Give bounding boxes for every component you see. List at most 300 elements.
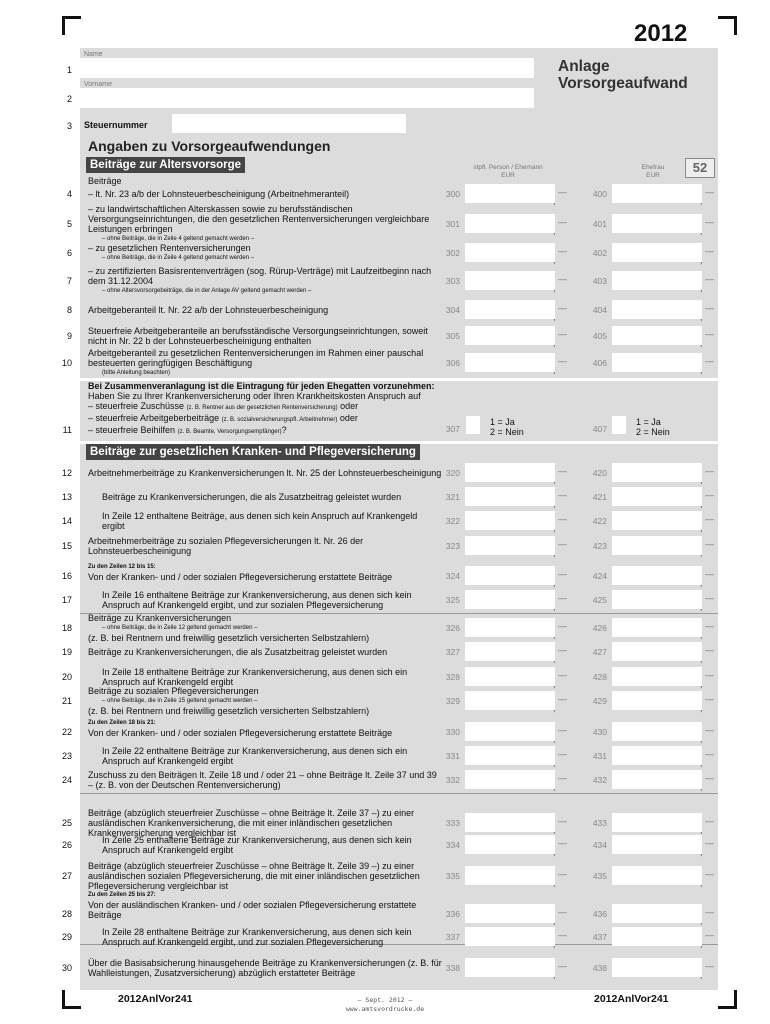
section-altersvorsorge: Beiträge zur Altersvorsorge <box>86 157 245 173</box>
amount-field-ehefrau[interactable] <box>612 300 702 319</box>
row-text: Steuerfreie Arbeitgeberanteile an berufsständische Versorgungseinrichtungen, soweit nicht in Nr. 22 b der Lohnsteuerbescheinigung enthalten <box>88 326 428 346</box>
row-description <box>88 348 442 378</box>
row-text: Beiträge (abzüglich steuerfreier Zuschüsse – ohne Beiträge lt. Zeile 37 –) zu einer ausländischen Krankenversicherung, die mit einer inländischen gesetzlichen Krankenversicherung vergleichbar ist <box>88 808 415 838</box>
amount-field-person[interactable] <box>465 300 555 319</box>
beitraege-label: Beiträge <box>88 176 122 186</box>
amount-field-ehefrau[interactable] <box>612 271 702 290</box>
form-id-right: 2012AnlVor241 <box>594 993 669 1005</box>
line-number: 14 <box>61 516 72 526</box>
line-number: 15 <box>61 541 72 551</box>
kennzahl-label: 404 <box>592 305 607 315</box>
kennzahl-label: 437 <box>592 932 607 942</box>
decimal-comma: , <box>700 939 703 949</box>
row-description <box>88 243 442 263</box>
amount-field-person[interactable] <box>465 511 555 530</box>
row-text: Über die Basisabsicherung hinausgehende Beiträge zu Krankenversicherungen (z. B. für Wahlleistungen, Zusatzversicherung) abzüglich erstatteter Beiträge <box>88 958 442 978</box>
section-kranken-pflege: Beiträge zur gesetzlichen Kranken- und Pflegeversicherung <box>86 444 420 460</box>
amount-field-ehefrau[interactable] <box>612 927 702 946</box>
row-text: Von der Kranken- und / oder sozialen Pflegeversicherung erstattete Beiträge <box>88 728 393 738</box>
amount-field-person[interactable] <box>465 487 555 506</box>
tax-form <box>61 48 718 990</box>
row-description <box>88 746 442 766</box>
decimal-comma: , <box>553 602 556 612</box>
decimal-comma: , <box>700 654 703 664</box>
kennzahl-label: 330 <box>445 727 460 737</box>
footer-date: – Sept. 2012 – <box>357 996 413 1004</box>
amount-field-person[interactable] <box>465 866 555 885</box>
decimal-comma: , <box>700 878 703 888</box>
kennzahl-label: 401 <box>592 219 607 229</box>
kennzahl-label: 324 <box>445 571 460 581</box>
cents-dash: — <box>705 869 714 879</box>
decimal-comma: , <box>700 255 703 265</box>
decimal-comma: , <box>700 365 703 375</box>
kennzahl-label: 332 <box>445 775 460 785</box>
form-id-left: 2012AnlVor241 <box>118 993 193 1005</box>
cents-dash: — <box>705 961 714 971</box>
amount-field-person[interactable] <box>465 590 555 609</box>
row-text: Von der ausländischen Kranken- und / oder sozialen Pflegeversicherung erstattete Beiträge <box>88 900 417 920</box>
row-text: Arbeitnehmerbeiträge zu sozialen Pflegeversicherungen lt. Nr. 26 der Lohnsteuerbescheinigung <box>88 536 364 556</box>
cents-dash: — <box>558 356 567 366</box>
row-group-note: Zu den Zeilen 25 bis 27: <box>88 892 156 898</box>
kennzahl-label: 421 <box>592 492 607 502</box>
cents-dash: — <box>558 838 567 848</box>
form-title <box>558 58 688 92</box>
decimal-comma: , <box>553 654 556 664</box>
decimal-comma: , <box>700 782 703 792</box>
amount-field-person[interactable] <box>465 770 555 789</box>
row-text: In Zeile 25 enthaltene Beiträge zur Krankenversicherung, aus denen sich kein Anspruch auf Krankengeld ergibt <box>102 835 412 855</box>
zusammen-conj: oder <box>339 413 358 423</box>
amount-field-ehefrau[interactable] <box>612 184 702 203</box>
decimal-comma: , <box>553 734 556 744</box>
decimal-comma: , <box>700 283 703 293</box>
line-number: 4 <box>66 189 72 199</box>
decimal-comma: , <box>553 226 556 236</box>
amount-field-person[interactable] <box>465 326 555 345</box>
decimal-comma: , <box>553 825 556 835</box>
kennzahl-label: 320 <box>445 468 460 478</box>
row-text: In Zeile 16 enthaltene Beiträge zur Krankenversicherung, aus denen sich kein Anspruch auf Krankengeld ergibt, und zur sozialen Pflegeversicherung <box>102 590 412 610</box>
line-number: 24 <box>61 775 72 785</box>
amount-field-ehefrau[interactable] <box>612 487 702 506</box>
decimal-comma: , <box>700 338 703 348</box>
row-text: Arbeitgeberanteil zu gesetzlichen Rentenversicherungen im Rahmen einer pauschal besteuerten geringfügigen Beschäftigung <box>88 348 424 368</box>
row-description <box>88 718 442 738</box>
cents-dash: — <box>558 490 567 500</box>
amount-field-ehefrau[interactable] <box>612 722 702 741</box>
row-text: In Zeile 12 enthaltene Beiträge, aus denen sich kein Anspruch auf Krankengeld ergibt <box>102 511 418 531</box>
nein-label: 2 = Nein <box>490 427 524 437</box>
row-tail: (z. B. bei Rentnern und freiwillig gesetzlich versicherten Selbstzahlern) <box>88 633 370 643</box>
kennzahl-label: 331 <box>445 751 460 761</box>
amount-field-person[interactable] <box>465 566 555 585</box>
row-text: Beiträge (abzüglich steuerfreier Zuschüsse – ohne Beiträge lt. Zeile 39 –) zu einer ausländischen sozialen Pflegeversicherung, die mit einer inländischen gesetzlichen Pflegeversicherung vergleichbar ist <box>88 861 420 891</box>
line-number: 19 <box>61 647 72 657</box>
decimal-comma: , <box>553 782 556 792</box>
line-number: 29 <box>61 932 72 942</box>
line-number: 11 <box>62 425 72 435</box>
zusammen-note: (z. B. sozialversicherungspfl. Arbeitnehmer) <box>221 417 338 423</box>
amount-field-ehefrau[interactable] <box>612 326 702 345</box>
line-number: 8 <box>66 305 72 315</box>
row-note: – ohne Beiträge, die in Zeile 4 geltend gemacht werden – <box>102 255 255 261</box>
amount-field-person[interactable] <box>465 618 555 637</box>
cents-dash: — <box>705 816 714 826</box>
line-number: 13 <box>61 492 72 502</box>
kennzahl-label: 435 <box>592 871 607 881</box>
amount-field-person[interactable] <box>465 353 555 372</box>
cents-dash: — <box>558 930 567 940</box>
cents-dash: — <box>558 274 567 284</box>
zusammen-line: Haben Sie zu Ihrer Krankenversicherung oder Ihren Krankheitskosten Anspruch auf <box>88 391 421 401</box>
decimal-comma: , <box>700 630 703 640</box>
cents-dash: — <box>558 645 567 655</box>
cents-dash: — <box>558 725 567 735</box>
kennzahl-label: 402 <box>592 248 607 258</box>
kennzahl-label: 403 <box>592 276 607 286</box>
amount-field-ehefrau[interactable] <box>612 835 702 854</box>
decimal-comma: , <box>553 970 556 980</box>
row-description <box>88 835 442 855</box>
kennzahl-label: 422 <box>592 516 607 526</box>
title-line2: Vorsorgeaufwand <box>558 75 688 92</box>
row-group-note: Zu den Zeilen 12 bis 15: <box>88 564 156 570</box>
row-description <box>88 204 442 244</box>
cents-dash: — <box>705 749 714 759</box>
decimal-comma: , <box>553 338 556 348</box>
amount-field-ehefrau[interactable] <box>612 770 702 789</box>
row-description <box>88 958 442 978</box>
main-heading: Angaben zu Vorsorgeaufwendungen <box>88 138 331 154</box>
amount-field-ehefrau[interactable] <box>612 214 702 233</box>
cents-dash: — <box>705 838 714 848</box>
cents-dash: — <box>558 621 567 631</box>
decimal-comma: , <box>700 916 703 926</box>
kennzahl-label: 428 <box>592 672 607 682</box>
cents-dash: — <box>558 593 567 603</box>
kennzahl-label: 430 <box>592 727 607 737</box>
row-description <box>88 890 442 920</box>
decimal-comma: , <box>553 878 556 888</box>
checkbox-ehefrau-407[interactable] <box>612 416 626 434</box>
cents-dash: — <box>558 694 567 704</box>
cents-dash: — <box>558 539 567 549</box>
row-text: Beiträge zu Krankenversicherungen, die als Zusatzbeitrag geleistet wurden <box>88 647 388 657</box>
amount-field-person[interactable] <box>465 184 555 203</box>
cents-dash: — <box>705 217 714 227</box>
amount-field-ehefrau[interactable] <box>612 904 702 923</box>
line-number: 21 <box>61 696 72 706</box>
row-description <box>88 647 442 657</box>
kennzahl-label: 325 <box>445 595 460 605</box>
amount-field-person[interactable] <box>465 927 555 946</box>
crop-mark-top-left <box>62 16 81 35</box>
line-number: 2 <box>66 94 72 104</box>
amount-field-person[interactable] <box>465 243 555 262</box>
kennzahl-label: 321 <box>445 492 460 502</box>
kennzahl-label: 337 <box>445 932 460 942</box>
kennzahl-label: 322 <box>445 516 460 526</box>
amount-field-ehefrau[interactable] <box>612 746 702 765</box>
cents-dash: — <box>705 329 714 339</box>
kennzahl-label: 323 <box>445 541 460 551</box>
row-description <box>88 305 442 315</box>
cents-dash: — <box>558 514 567 524</box>
kennzahl-label: 302 <box>445 248 460 258</box>
row-description <box>88 189 442 199</box>
row-text: In Zeile 18 enthaltene Beiträge zur Krankenversicherung, aus denen sich ein Anspruch auf Krankengeld ergibt <box>102 667 408 687</box>
row-note: – ohne Beiträge, die in Zeile 12 geltend gemacht werden – <box>102 625 258 631</box>
cents-dash: — <box>705 539 714 549</box>
amount-field-person[interactable] <box>465 746 555 765</box>
zusammen-line <box>88 401 508 413</box>
line-number: 17 <box>61 595 72 605</box>
cents-dash: — <box>705 670 714 680</box>
amount-field-ehefrau[interactable] <box>612 958 702 977</box>
row-description <box>88 686 442 716</box>
amount-field-person[interactable] <box>465 835 555 854</box>
column-header-person <box>458 164 558 180</box>
row-description <box>88 770 442 790</box>
line-number: 9 <box>66 331 72 341</box>
line-number: 6 <box>66 248 72 258</box>
cents-dash: — <box>558 773 567 783</box>
kennzahl-label: 301 <box>445 219 460 229</box>
amount-field-person[interactable] <box>465 691 555 710</box>
line-number: 22 <box>61 727 72 737</box>
amount-field-ehefrau[interactable] <box>612 667 702 686</box>
amount-field-person[interactable] <box>465 642 555 661</box>
decimal-comma: , <box>553 578 556 588</box>
column-person-label: stpfl. Person / Ehemann <box>473 164 543 171</box>
footer-site: www.amtsvordrucke.de <box>345 1005 425 1013</box>
row-description <box>88 927 442 947</box>
cents-dash: — <box>705 490 714 500</box>
decimal-comma: , <box>700 847 703 857</box>
cents-dash: — <box>558 329 567 339</box>
kennzahl-label: 427 <box>592 647 607 657</box>
row-description <box>88 562 442 582</box>
row-text: Arbeitnehmerbeiträge zu Krankenversicherungen lt. Nr. 25 der Lohnsteuerbescheinigung <box>88 468 442 478</box>
amount-field-ehefrau[interactable] <box>612 866 702 885</box>
decimal-comma: , <box>553 758 556 768</box>
row-text: – zu landwirtschaftlichen Alterskassen sowie zu berufsständischen Versorgungseinrichtungen, die den gesetzlichen Rentenversicherungen vergleichbare Leistungen erbringen <box>88 204 430 234</box>
kennzahl-label: 307 <box>445 424 460 434</box>
line-number: 16 <box>61 571 72 581</box>
cents-dash: — <box>558 670 567 680</box>
decimal-comma: , <box>553 499 556 509</box>
amount-field-ehefrau[interactable] <box>612 618 702 637</box>
cents-dash: — <box>705 246 714 256</box>
amount-field-person[interactable] <box>465 722 555 741</box>
divider-line <box>80 793 718 794</box>
zusammen-item: – steuerfreie Zuschüsse <box>88 401 185 411</box>
decimal-comma: , <box>553 939 556 949</box>
cents-dash: — <box>558 466 567 476</box>
line-number: 3 <box>66 121 72 131</box>
vorname-field[interactable] <box>80 88 534 108</box>
decimal-comma: , <box>700 602 703 612</box>
decimal-comma: , <box>553 283 556 293</box>
kennzahl-label: 328 <box>445 672 460 682</box>
row-text: Beiträge zu Krankenversicherungen, die als Zusatzbeitrag geleistet wurden <box>102 492 402 502</box>
cents-dash: — <box>558 907 567 917</box>
kennzahl-label: 303 <box>445 276 460 286</box>
row-description <box>88 808 442 838</box>
line-number: 1 <box>66 65 72 75</box>
amount-field-person[interactable] <box>465 813 555 832</box>
kennzahl-label: 406 <box>592 358 607 368</box>
kennzahl-label: 429 <box>592 696 607 706</box>
amount-field-ehefrau[interactable] <box>612 642 702 661</box>
nein-label: 2 = Nein <box>636 427 670 437</box>
ja-label: 1 = Ja <box>490 417 515 427</box>
steuernummer-label: Steuernummer <box>84 120 148 130</box>
ja-nein-legend <box>490 417 524 437</box>
line-number: 28 <box>61 909 72 919</box>
cents-dash: — <box>705 569 714 579</box>
row-text: Von der Kranken- und / oder sozialen Pflegeversicherung erstattete Beiträge <box>88 572 393 582</box>
cents-dash: — <box>705 907 714 917</box>
cents-dash: — <box>705 466 714 476</box>
zusammen-conj: oder <box>340 401 359 411</box>
row-text: – zu gesetzlichen Rentenversicherungen <box>88 243 251 253</box>
decimal-comma: , <box>700 475 703 485</box>
row-text: Arbeitgeberanteil lt. Nr. 22 a/b der Lohnsteuerbescheinigung <box>88 305 329 315</box>
row-description <box>88 511 442 531</box>
line-number: 12 <box>61 468 72 478</box>
row-description <box>88 266 442 296</box>
row-text: In Zeile 28 enthaltene Beiträge zur Krankenversicherung, aus denen sich kein Anspruch auf Krankengeld ergibt, und zur sozialen Pflegeversicherung <box>102 927 412 947</box>
line-number: 25 <box>61 818 72 828</box>
steuernummer-field[interactable] <box>172 114 406 133</box>
decimal-comma: , <box>700 825 703 835</box>
line-number: 5 <box>66 219 72 229</box>
row-text: Zuschuss zu den Beiträgen lt. Zeile 18 und / oder 21 – ohne Beiträge lt. Zeile 37 und 39 – (z. B. von der Deutschen Rentenversicherung) <box>88 770 437 790</box>
decimal-comma: , <box>553 523 556 533</box>
kennzahl-label: 334 <box>445 840 460 850</box>
amount-field-person[interactable] <box>465 214 555 233</box>
amount-field-ehefrau[interactable] <box>612 566 702 585</box>
row-description <box>88 468 442 478</box>
row-description <box>88 613 442 643</box>
crop-mark-bottom-right <box>718 990 737 1009</box>
cents-dash: — <box>705 621 714 631</box>
row-description <box>88 667 442 687</box>
crop-mark-bottom-left <box>62 990 81 1009</box>
kennzahl-label: 336 <box>445 909 460 919</box>
row-description <box>88 492 442 502</box>
ja-label: 1 = Ja <box>636 417 661 427</box>
decimal-comma: , <box>700 703 703 713</box>
footer-info <box>330 996 440 1014</box>
column-eur-label: EUR <box>501 172 515 179</box>
kennzahl-label: 424 <box>592 571 607 581</box>
row-description <box>88 326 442 346</box>
amount-field-ehefrau[interactable] <box>612 691 702 710</box>
line-number: 26 <box>61 840 72 850</box>
kennzahl-label: 400 <box>592 189 607 199</box>
amount-field-ehefrau[interactable] <box>612 590 702 609</box>
decimal-comma: , <box>553 916 556 926</box>
cents-dash: — <box>705 356 714 366</box>
decimal-comma: , <box>553 548 556 558</box>
decimal-comma: , <box>553 312 556 322</box>
form-number-badge: 52 <box>685 158 715 178</box>
decimal-comma: , <box>700 734 703 744</box>
kennzahl-label: 335 <box>445 871 460 881</box>
amount-field-person[interactable] <box>465 536 555 555</box>
amount-field-person[interactable] <box>465 271 555 290</box>
amount-field-ehefrau[interactable] <box>612 813 702 832</box>
kennzahl-label: 407 <box>592 424 607 434</box>
cents-dash: — <box>558 217 567 227</box>
checkbox-person-307[interactable] <box>466 416 480 434</box>
decimal-comma: , <box>700 196 703 206</box>
line-number: 18 <box>61 623 72 633</box>
cents-dash: — <box>705 187 714 197</box>
cents-dash: — <box>705 725 714 735</box>
cents-dash: — <box>558 816 567 826</box>
kennzahl-label: 433 <box>592 818 607 828</box>
amount-field-person[interactable] <box>465 958 555 977</box>
row-description <box>88 590 442 610</box>
amount-field-ehefrau[interactable] <box>612 353 702 372</box>
row-note: – ohne Beiträge, die in Zeile 15 geltend gemacht werden – <box>102 698 258 704</box>
kennzahl-label: 420 <box>592 468 607 478</box>
row-text: – lt. Nr. 23 a/b der Lohnsteuerbescheinigung (Arbeitnehmeranteil) <box>88 189 350 199</box>
name-field[interactable] <box>80 58 534 78</box>
decimal-comma: , <box>700 499 703 509</box>
row-text: Beiträge zu Krankenversicherungen <box>88 613 232 623</box>
row-description <box>88 536 442 556</box>
decimal-comma: , <box>700 578 703 588</box>
cents-dash: — <box>705 303 714 313</box>
zusammen-note: (z. B. Beamte, Versorgungsempfänger) <box>177 429 282 435</box>
title-line1: Anlage <box>558 58 610 75</box>
amount-field-person[interactable] <box>465 904 555 923</box>
row-text: In Zeile 22 enthaltene Beiträge zur Krankenversicherung, aus denen sich ein Anspruch auf Krankengeld ergibt <box>102 746 408 766</box>
kennzahl-label: 300 <box>445 189 460 199</box>
kennzahl-label: 306 <box>445 358 460 368</box>
cents-dash: — <box>558 187 567 197</box>
amount-field-ehefrau[interactable] <box>612 511 702 530</box>
zusammen-item: – steuerfreie Beihilfen <box>88 425 176 435</box>
row-text: Beiträge zu sozialen Pflegeversicherungen <box>88 686 259 696</box>
amount-field-ehefrau[interactable] <box>612 243 702 262</box>
amount-field-person[interactable] <box>465 463 555 482</box>
decimal-comma: , <box>553 365 556 375</box>
kennzahl-label: 327 <box>445 647 460 657</box>
amount-field-ehefrau[interactable] <box>612 463 702 482</box>
amount-field-ehefrau[interactable] <box>612 536 702 555</box>
kennzahl-label: 405 <box>592 331 607 341</box>
amount-field-person[interactable] <box>465 667 555 686</box>
kennzahl-label: 305 <box>445 331 460 341</box>
cents-dash: — <box>705 645 714 655</box>
decimal-comma: , <box>553 475 556 485</box>
line-number: 30 <box>61 963 72 973</box>
zusammen-heading: Bei Zusammenveranlagung ist die Eintragung für jeden Ehegatten vorzunehmen: <box>88 381 435 391</box>
cents-dash: — <box>558 749 567 759</box>
decimal-comma: , <box>700 970 703 980</box>
decimal-comma: , <box>700 226 703 236</box>
cents-dash: — <box>705 930 714 940</box>
decimal-comma: , <box>553 703 556 713</box>
decimal-comma: , <box>700 548 703 558</box>
